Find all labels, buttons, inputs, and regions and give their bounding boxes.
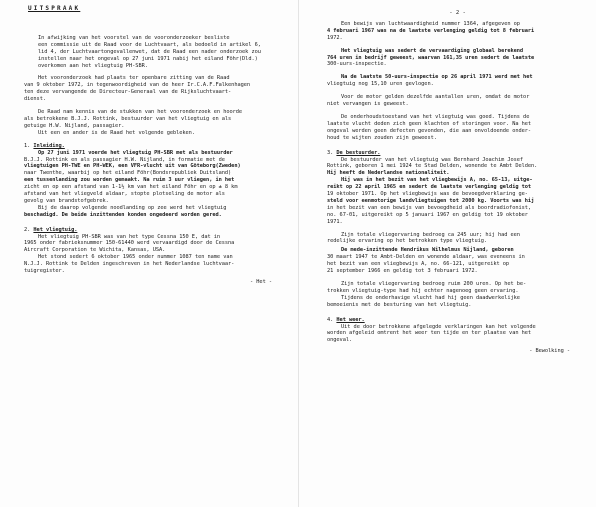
session-line: dienst. (24, 96, 46, 103)
section-1-line: zicht en op een afstand van 1-1½ km van het eiland Föhr en op ± 8 km (24, 184, 238, 191)
conclusion-intro: Uit een en ander is de Raad het volgende gebleken. (38, 129, 195, 136)
left-catchword: - Het - (250, 279, 272, 285)
section-3-heading (327, 150, 588, 157)
passenger-experience-line: bemoeienis met de besturing van het vliegtuig. (327, 301, 472, 308)
section-2-line: Het stond sedert 6 oktober 1965 onder nummer 1087 ten name van (38, 254, 233, 261)
maintenance-line: houd te wijten zouden zijn geweest. (327, 134, 437, 141)
intro-line: een commissie uit de Raad voor de Luchtvaart, als bedoeld in artikel 6, (38, 41, 261, 48)
passenger-experience-paragraph (327, 281, 588, 309)
certificate-line: 1972. (327, 34, 343, 41)
section-2-heading (24, 227, 290, 234)
section-4-number: 4. (327, 316, 334, 323)
section-1-heading (24, 143, 290, 150)
inspection-paragraph (327, 74, 588, 88)
license-line: in het bezit van een bewijs van bevoegdheid als boordradiofonist, (327, 204, 532, 211)
page-header-title: UITSPRAAK (28, 5, 81, 12)
certificate-line: Een bewijs van luchtwaardigheid nummer 1364, afgegeven op (341, 20, 520, 27)
section-1-line: afstand van het vliegveld aldaar, stopte plotseling de motor als (24, 191, 225, 198)
intro-line: overkomen aan het vliegtuig PH-SBR. (38, 62, 148, 69)
maintenance-line: De onderhoudstoestand van het vliegtuig was goed. Tijdens de (341, 113, 530, 120)
right-catchword: - Bewolking - (529, 348, 570, 355)
experience-paragraph (327, 232, 588, 246)
passenger-line: De mede-inzittende Hendrikus Wilhelmus Nijland, geboren (341, 247, 514, 254)
hours-line: Het vliegtuig was sedert de vervaardiging globaal berekend (341, 47, 524, 54)
section-1-line: een tussenlanding zou worden gemaakt. Na ruim 3 uur vliegen, in het (24, 177, 235, 184)
passenger-paragraph (327, 247, 588, 275)
session-paragraph (24, 75, 290, 103)
session-line: van 9 oktober 1972, in tegenwoordigheid van de heer Ir.C.A.F.Falkenhagen (24, 82, 251, 89)
section-4-body (327, 324, 588, 345)
passenger-experience-line: trokken vliegtuig-type had hij echter nagenoeg geen ervaring. (327, 287, 519, 294)
session-line: Het vooronderzoek had plaats ter openbare zitting van de Raad (38, 75, 230, 82)
section-4-line: ongeval. (327, 337, 353, 344)
heard-line: getuige H.W. Nijland, passagier. (24, 122, 125, 129)
experience-line: redelijke ervaring op het betrokken type vliegtuig. (327, 238, 488, 245)
section-2-line: Aircraft Corporation te Wichita, Kansas, USA. (24, 247, 166, 254)
section-2-line: 1965 onder fabrieksnummer 150-61440 werd vervaardigd door de Cessna (24, 240, 235, 247)
experience-line: Zijn totale vliegervaring bedroeg ca 245 uur; hij had een (341, 231, 520, 238)
maintenance-line: ongeval werden geen defecten gevonden, die aan onvoldoende onder- (327, 127, 532, 134)
heard-paragraph (24, 109, 290, 137)
license-line: 1971. (327, 218, 343, 225)
hours-paragraph (327, 48, 588, 69)
section-2-title: Het vliegtuig. (33, 226, 78, 233)
section-4-line: Uit de door betrokkene afgelegde verklaringen kan het volgende (341, 323, 536, 330)
section-1-line: vliegtuigen PH-TWE en PH-WEK, een VFR-vlucht uit van Göteborg(Zweden) (24, 163, 241, 170)
heard-line: als betrokkene B.J.J. Rottink, bestuurder van het vliegtuig en als (24, 115, 232, 122)
section-1-line: Bij de daarop volgende noodlanding op zee werd het vliegtuig (38, 204, 227, 211)
section-1-title: Inleiding. (33, 142, 65, 149)
engine-line: niet vervangen is geweest. (327, 101, 409, 108)
section-2-body (24, 234, 290, 275)
section-3-line: De bestuurder van het vliegtuig was Bernhard Joachim Josef (341, 156, 524, 163)
section-2-number: 2. (24, 226, 31, 233)
hours-line: 300-uurs-inspectie. (327, 61, 387, 68)
left-page (0, 0, 298, 507)
license-line: reikt op 22 april 1965 en sedert de laatste verlenging geldig tot (327, 184, 532, 191)
maintenance-paragraph (327, 114, 588, 142)
section-3-body (327, 157, 588, 226)
intro-line: instellen naar het ongeval op 27 juni 1971 nabij het eiland Föhr(Dld.) (38, 55, 258, 62)
license-line: 19 oktober 1971. Op het vliegbewijs was de bevoegdverklaring ge- (327, 191, 528, 198)
inspection-line: Na de laatste 50-uurs-inspectie op 26 april 1971 werd met het (341, 74, 533, 81)
passenger-line: 21 september 1966 en geldig tot 3 februari 1972. (327, 268, 478, 275)
engine-paragraph (327, 94, 588, 108)
section-4-heading (327, 317, 588, 324)
intro-line: In afwijking van het voorstel van de vooronderzoeker besliste (38, 34, 230, 41)
section-3-title: De bestuurder. (336, 149, 381, 156)
passenger-line: 30 maart 1947 te Ambt-Delden en wonende aldaar, was eveneens in (327, 254, 525, 261)
heard-line: De Raad nam kennis van de stukken van het vooronderzoek en hoorde (38, 109, 243, 116)
section-3-line: Hij heeft de Nederlandse nationaliteit. (327, 170, 450, 177)
section-1-number: 1. (24, 142, 31, 149)
intro-line: lid 4, der Luchtvaartongevallenwet, dat de Raad een nader onderzoek zou (38, 48, 261, 55)
license-line: steld voor eenmotorige landvliegtuigen tot 2000 kg. Voorts was hij (327, 197, 535, 204)
passenger-experience-line: Tijdens de onderhavige vlucht had hij geen daadwerkelijke (341, 294, 520, 301)
certificate-paragraph (327, 21, 588, 42)
section-3-line: Rottink, geboren 1 mei 1924 te Stad Delden, wonende te Ambt Delden. (327, 163, 538, 170)
session-line: ten deze vervangende de Directeur-Generaal van de Rijksluchtvaart- (24, 89, 232, 96)
intro-paragraph (24, 35, 290, 70)
section-2-line: Het vliegtuig PH-SBR was van het type Cessna 150 E, dat in (38, 233, 221, 240)
section-2-line: N.J.J. Rottink te Delden ingeschreven in het Nederlandse luchtvaar- (24, 261, 235, 268)
section-1-body (24, 150, 290, 219)
section-3-number: 3. (327, 149, 334, 156)
hours-line: 764 uren in bedrijf geweest, waarvan 161,35 uren sedert de laatste (327, 54, 535, 61)
section-2-line: tuigregister. (24, 268, 65, 275)
page-number: - 2 - (449, 10, 466, 16)
maintenance-line: laatste vlucht deden zich geen klachten of storingen voor. Na het (327, 120, 532, 127)
right-page (298, 0, 596, 507)
section-1-line: naar Twenthe, waarbij op het eiland Föhr(Bondsrepubliek Duitsland) (24, 170, 232, 177)
section-1-line: Op 27 juni 1971 voerde het vliegtuig PH-SBR met als bestuurder (38, 149, 233, 156)
section-4-line: worden afgeleid omtrent het weer ten tijde en ter plaatse van het (327, 330, 532, 337)
section-1-line: B.J.J. Rottink en als passagier H.W. Nijland, in formatie met de (24, 156, 225, 163)
license-line: no. 67-01, uitgereikt op 5 januari 1967 en geldig tot 19 oktober (327, 211, 528, 218)
section-1-line: gevolg van brandstofgebrek. (24, 197, 109, 204)
engine-line: Voor de motor gelden dezelfde aantallen uren, omdat de motor (341, 94, 530, 101)
inspection-line: vliegtuig nog 15,10 uren gevlogen. (327, 81, 434, 88)
passenger-experience-line: Zijn totale vliegervaring bedroeg ruim 200 uren. Op het be- (341, 281, 527, 287)
license-line: Hij was in het bezit van het vliegbewijs A, no. 65-13, uitge- (341, 177, 533, 184)
certificate-line: 4 februari 1967 was na de laatste verlenging geldig tot 8 februari (327, 27, 535, 34)
section-1-line: beschadigd. De beide inzittenden konden ongedeerd worden gered. (24, 211, 222, 218)
section-4-title: Het weer. (336, 316, 365, 323)
passenger-line: het bezit van een vliegbewijs A, no. 66-121, uitgereikt op (327, 261, 510, 268)
